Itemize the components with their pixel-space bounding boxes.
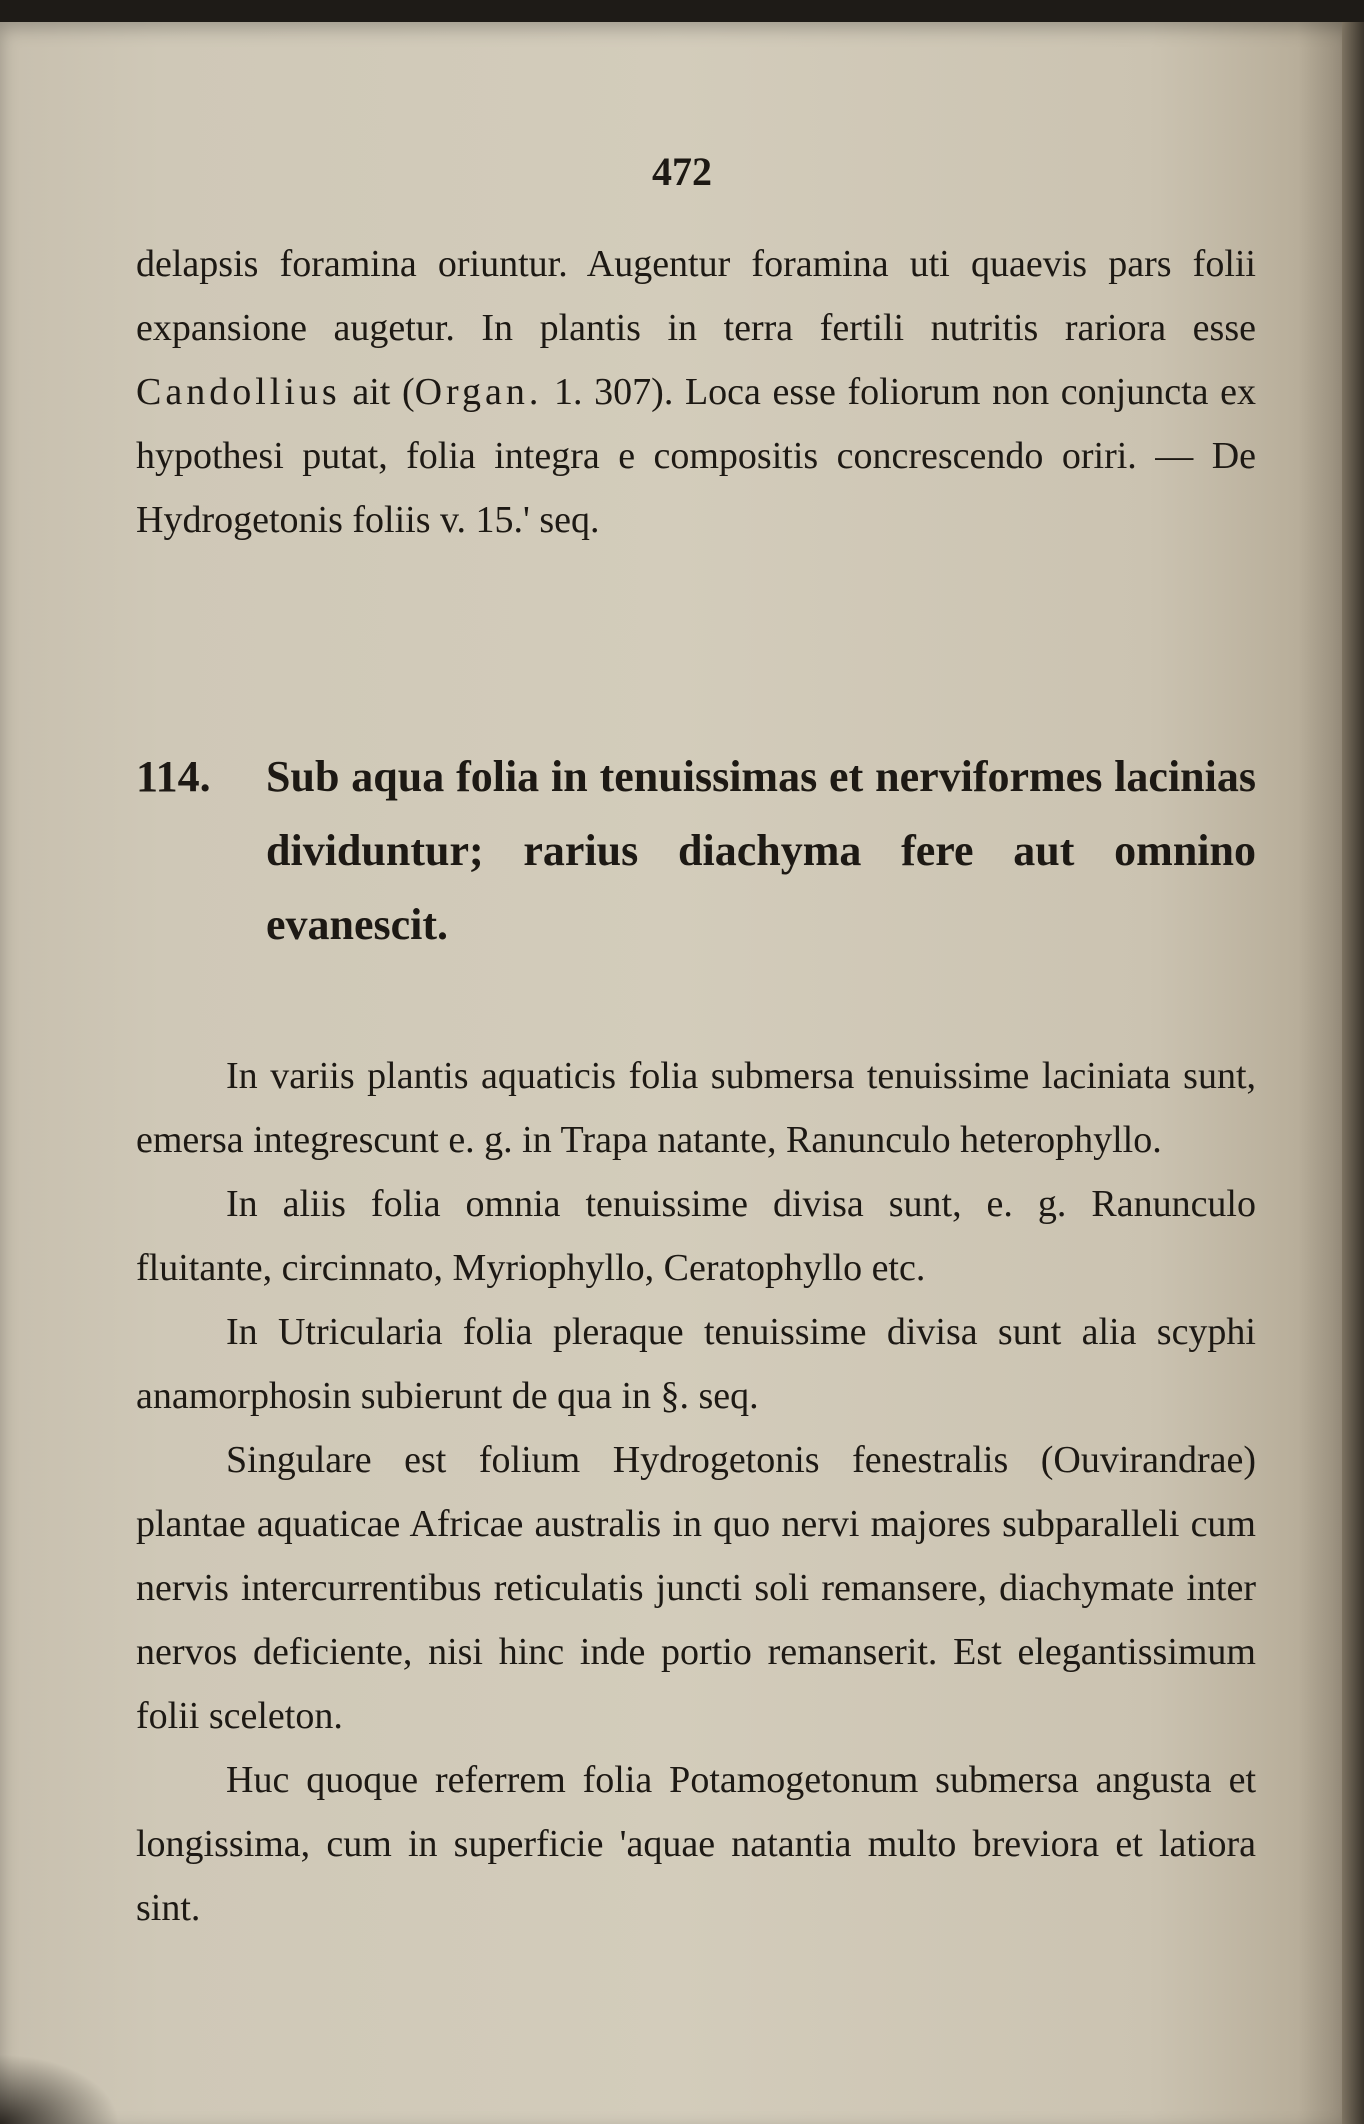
- author-name: Candollius: [136, 371, 341, 413]
- page-edge-shadow: [1342, 22, 1364, 2124]
- paragraph: In Utricularia folia pleraque tenuissime divisa sunt alia scyphi anamorphosin subierunt de qua in §. seq.: [136, 1311, 1256, 1417]
- corner-shadow: [0, 2054, 120, 2124]
- paragraph: In variis plantis aquaticis folia submersa tenuissime laciniata sunt, emersa integrescunt e. g. in Trapa natante, Ranunculo heterophyllo.: [136, 1055, 1256, 1161]
- paragraph: Singulare est folium Hydrogetonis fenestralis (Ouvirandrae) plantae aquaticae Africae australis in quo nervi majores subparalleli cum nervis intercurrentibus reticulatis juncti soli remansere, diachymate inter nervos deficiente, nisi hinc inde portio remanserit. Est elegantissimum folii sceleton.: [136, 1439, 1256, 1737]
- paragraph: In aliis folia omnia tenuissime divisa sunt, e. g. Ranunculo fluitante, circinnato, Myriophyllo, Ceratophyllo etc.: [136, 1183, 1256, 1289]
- body-text: [136, 1044, 1256, 1940]
- section-number: 114.: [136, 752, 211, 801]
- paragraph: Huc quoque referrem folia Potamogetonum submersa angusta et longissima, cum in superficie 'aquae natantia multo breviora et latiora sint.: [136, 1759, 1256, 1929]
- page-number: 472: [652, 149, 712, 194]
- section-heading: [136, 740, 1256, 962]
- top-paragraph-text-2: ait (: [340, 371, 415, 413]
- section-title: Sub aqua folia in tenuissimas et nerviformes lacinias dividuntur; rarius diachyma fere aut omnino evanescit.: [266, 752, 1256, 949]
- top-paragraph-text-1: delapsis foramina oriuntur. Augentur foramina uti quaevis pars folii expansione augetur. In plantis in terra fertili nutritis rariora esse: [136, 243, 1256, 349]
- top-paragraph: [136, 232, 1256, 552]
- top-paragraph-text-3: 1. 307). Loca esse foliorum non conjuncta ex hypothesi putat, folia integra e compositis concrescendo oriri. — De Hydrogetonis foliis v. 15.' seq.: [136, 371, 1256, 541]
- work-reference: Organ.: [414, 371, 543, 413]
